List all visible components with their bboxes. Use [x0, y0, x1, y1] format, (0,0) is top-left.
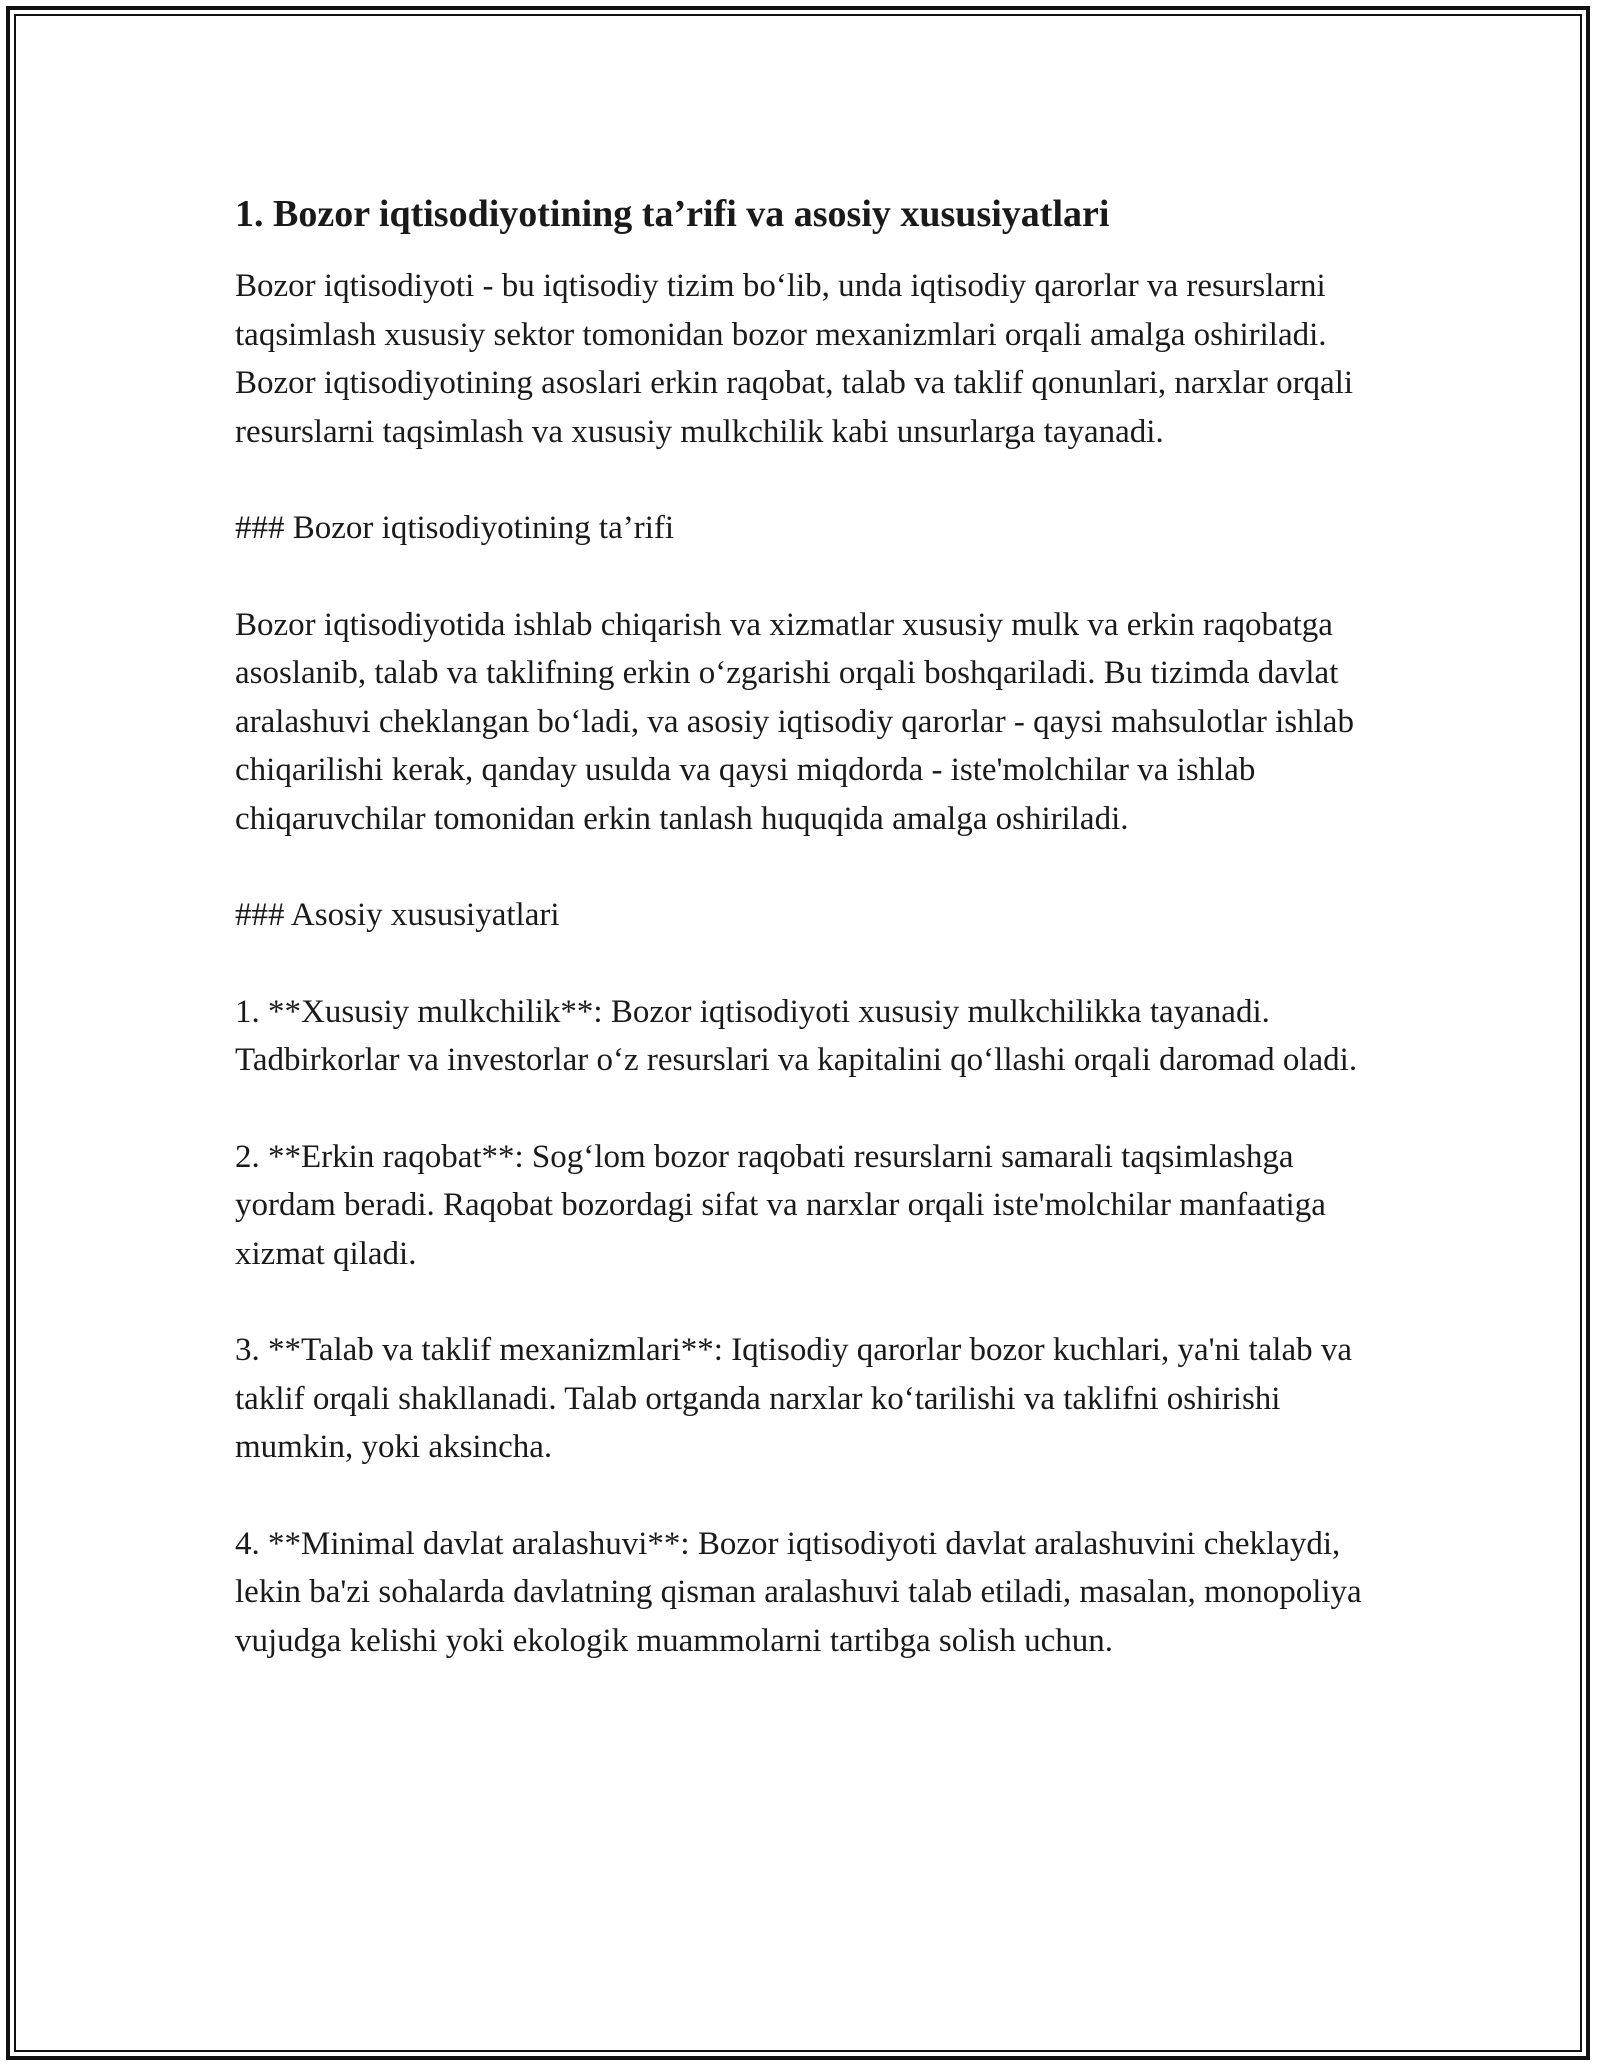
document-body	[235, 188, 1370, 1713]
subheading-definition: ### Bozor iqtisodiyotining ta’rifi	[235, 510, 675, 546]
list-item-minimal-state: 4. **Minimal davlat aralashuvi**: Bozor iqtisodiyoti davlat aralashuvini cheklaydi, lekin ba'zi sohalarda davlatning qisman aralashuvi talab etiladi, masalan, monopoliya vujudga kelishi yoki ekologik muammolarni tartibga solish uchun.	[235, 1525, 1362, 1659]
paragraph-definition: Bozor iqtisodiyotida ishlab chiqarish va xizmatlar xususiy mulk va erkin raqobatga asoslanib, talab va taklifning erkin o‘zgarishi orqali boshqariladi. Bu tizimda davlat aralashuvi cheklangan bo‘ladi, va asosiy iqtisodiy qarorlar - qaysi mahsulotlar ishlab chiqarilishi kerak, qanday usulda va qaysi miqdorda - iste'molchilar va ishlab chiqaruvchilar tomonidan erkin tanlash huquqida amalga oshiriladi.	[235, 606, 1354, 837]
subheading-features: ### Asosiy xususiyatlari	[235, 897, 560, 933]
list-item-supply-demand: 3. **Talab va taklif mexanizmlari**: Iqtisodiy qarorlar bozor kuchlari, ya'ni talab va taklif orqali shakllanadi. Talab ortganda narxlar ko‘tarilishi va taklifni oshirishi mumkin, yoki aksincha.	[235, 1332, 1353, 1465]
list-item-private-ownership: 1. **Xususiy mulkchilik**: Bozor iqtisodiyoti xususiy mulkchilikka tayanadi. Tadbirkorlar va investorlar o‘z resurslari va kapitalini qo‘llashi orqali daromad oladi.	[235, 993, 1358, 1078]
paragraph-intro: Bozor iqtisodiyoti - bu iqtisodiy tizim bo‘lib, unda iqtisodiy qarorlar va resurslarni taqsimlash xususiy sektor tomonidan bozor mexanizmlari orqali amalga oshiriladi. Bozor iqtisodiyotining asoslari erkin raqobat, talab va taklif qonunlari, narxlar orqali resurslarni taqsimlash va xususiy mulkchilik kabi unsurlarga tayanadi.	[235, 268, 1354, 450]
document-title: 1. Bozor iqtisodiyotining ta’rifi va asosiy xususiyatlari	[235, 193, 1110, 235]
list-item-free-competition: 2. **Erkin raqobat**: Sog‘lom bozor raqobati resurslarni samarali taqsimlashga yordam beradi. Raqobat bozordagi sifat va narxlar orqali iste'molchilar manfaatiga xizmat qiladi.	[235, 1138, 1326, 1272]
